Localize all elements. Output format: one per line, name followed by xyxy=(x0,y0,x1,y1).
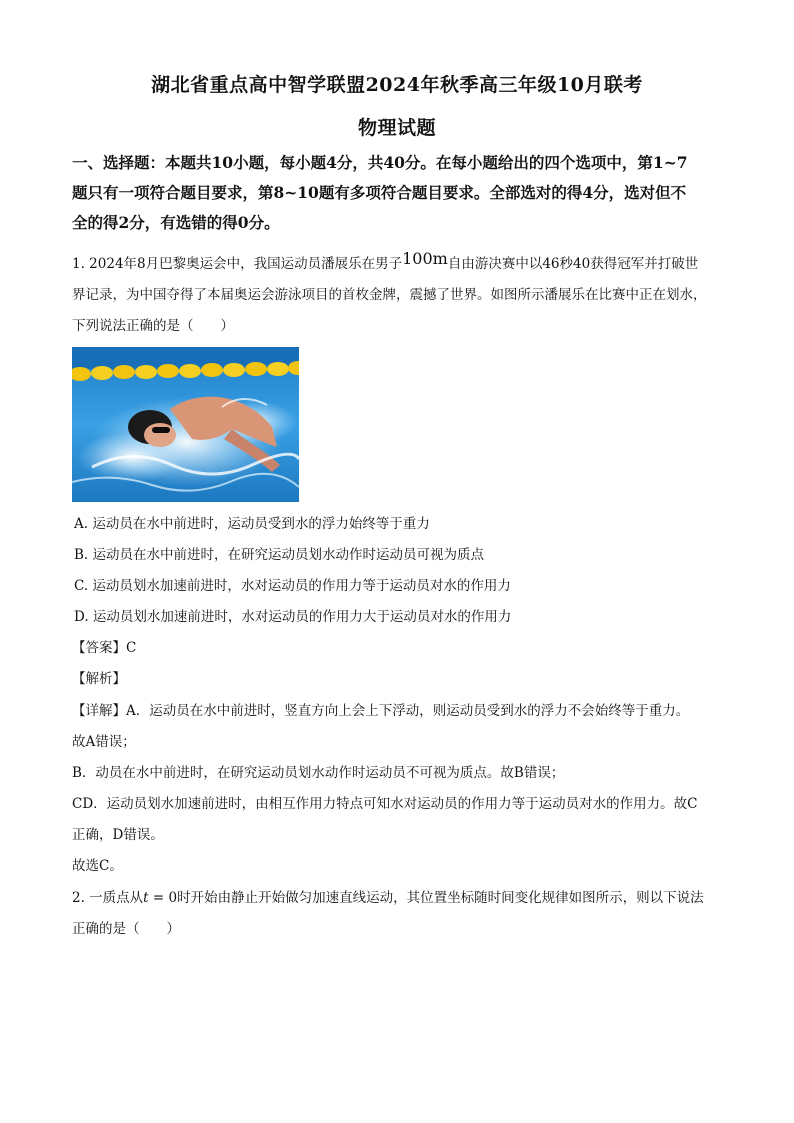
question-1-line: 1. 2024年8月巴黎奥运会中，我国运动员潘展乐在男子100m自由游决赛中以46秒40获得冠军并打破世 xyxy=(72,249,699,272)
detail-line: 【详解】A．运动员在水中前进时，竖直方向上会上下浮动，则运动员受到水的浮力不会始终等于重力。 xyxy=(72,703,690,719)
question-1-line: 下列说法正确的是（ ） xyxy=(72,318,234,334)
section-heading-line: 一、选择题：本题共10小题，每小题4分，共40分。在每小题给出的四个选项中，第1~7 xyxy=(72,153,688,172)
option-c: C. 运动员划水加速前进时，水对运动员的作用力等于运动员对水的作用力 xyxy=(74,578,511,594)
question-1-stem xyxy=(72,247,732,342)
exam-subject: 物理试题 xyxy=(357,117,436,139)
exam-title: 湖北省重点高中智学联盟2024年秋季高三年级10月联考 xyxy=(151,74,643,96)
distance-unit: 100m xyxy=(402,249,448,268)
question-2-line: 正确的是（ ） xyxy=(72,921,180,937)
answer-label: 【答案】C xyxy=(72,640,137,656)
time-variable: t xyxy=(143,890,149,906)
analysis-label: 【解析】 xyxy=(72,671,126,687)
option-a: A. 运动员在水中前进时，运动员受到水的浮力始终等于重力 xyxy=(74,516,430,532)
option-d: D. 运动员划水加速前进时，水对运动员的作用力大于运动员对水的作用力 xyxy=(74,609,512,625)
detail-line: B．动员在水中前进时，在研究运动员划水动作时运动员不可视为质点。故B错误； xyxy=(72,765,565,781)
detail-line: 故选C。 xyxy=(72,858,123,874)
detail-line: 故A错误； xyxy=(72,734,136,750)
section-heading-line: 全的得2分，有选错的得0分。 xyxy=(72,213,280,232)
section-heading xyxy=(72,148,722,238)
swimmer-illustration xyxy=(72,347,299,502)
section-heading-line: 题只有一项符合题目要求，第8~10题有多项符合题目要求。全部选对的得4分，选对但不 xyxy=(72,183,687,202)
question-1-line: 界记录，为中国夺得了本届奥运会游泳项目的首枚金牌，震撼了世界。如图所示潘展乐在比赛中正在划水， xyxy=(72,287,707,303)
detail-line: CD．运动员划水加速前进时，由相互作用力特点可知水对运动员的作用力等于运动员对水的作用力。故C xyxy=(72,796,698,812)
question-2-line: 2. 一质点从t = 0时开始由静止开始做匀加速直线运动，其位置坐标随时间变化规律如图所示，则以下说法 xyxy=(72,890,704,906)
option-b: B. 运动员在水中前进时，在研究运动员划水动作时运动员可视为质点 xyxy=(74,547,485,563)
swimmer-photo xyxy=(72,347,299,502)
detail-line: 正确，D错误。 xyxy=(72,827,164,843)
